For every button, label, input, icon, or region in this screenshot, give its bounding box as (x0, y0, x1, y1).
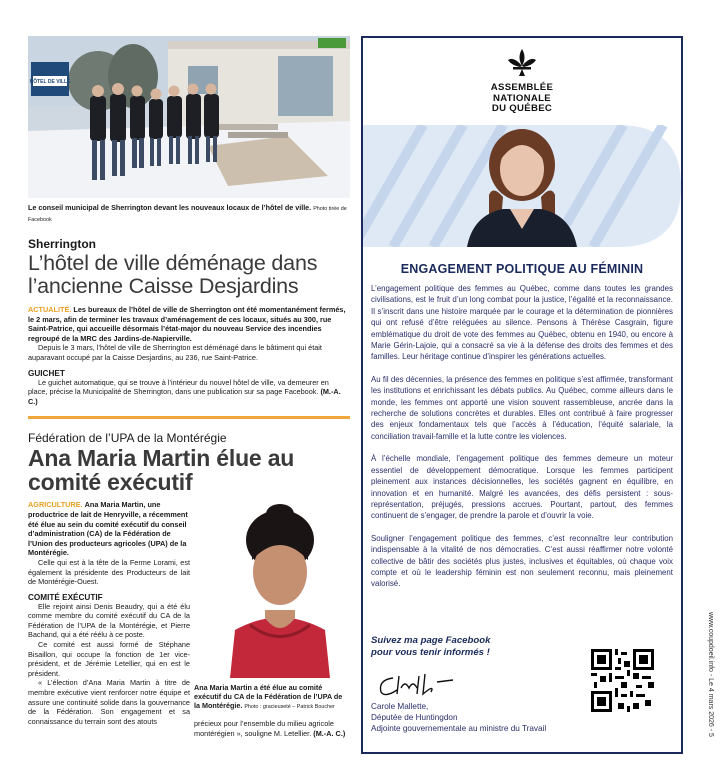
signer-role: Adjointe gouvernementale au ministre du Travail (371, 724, 547, 734)
article2-body (28, 500, 350, 750)
assemblee-nationale-ad (361, 36, 683, 754)
ad-paragraph: À l’échelle mondiale, l’engagement politique des femmes demeure un moteur essentiel de développement démocratique. Lorsque les femmes participent pleinement aux instances décisionnelles, les sociétés gagnent en équilibre, en innovation et en humanité. Malgré les avancées, des défis persistent : sous-représentation, préjugés, pressions accrues. Pourtant, partout, des femmes continuent de s’engager, de prendre la parole et d’ouvrir la voie. (371, 454, 673, 521)
ad-body (371, 283, 673, 601)
logo-line: NATIONALE (493, 92, 551, 104)
facebook-line: pour vous tenir informés ! (371, 647, 490, 658)
article1-tag: ACTUALITÉ. (28, 305, 72, 314)
qr-code-icon[interactable] (591, 649, 654, 712)
article2-paragraph: Ce comité est aussi formé de Stéphane Bisaillon, qui occupe la fonction de 1er vice-président, et de Jérémie Letellier, qui en est le président. (28, 640, 190, 678)
left-column (28, 36, 350, 750)
page-side-label: www.coupdoeil.info - Le 4 mars 2026 - 5 (707, 612, 714, 737)
assemblee-nationale-logo (363, 48, 681, 115)
article2-signoff: (M.-A. C.) (313, 728, 346, 738)
article1-paragraph: Depuis le 3 mars, l’hôtel de ville de Sherrington est déménagé dans le bâtiment qui était auparavant occupé par la Caisse Desjardins, au 236, rue Saint-Patrice. (28, 343, 322, 362)
article1-headline: L’hôtel de ville déménage dans l’ancienne Caisse Desjardins (28, 251, 318, 298)
ad-paragraph: L’engagement politique des femmes au Québec, comme dans toutes les grandes civilisations, est le fruit d’un long combat pour la justice, l’égalité et la reconnaissance. Il s’inscrit dans une histoire marquée par le courage et la détermination de pionnières qui ont refusé d’être reléguées au silence. Pensons à Thérèse Casgrain, figure emblématique du droit de vote des femmes au Québec, obtenu en 1940, ou encore à Marie Gérin-Lajoie, qui a consacré sa vie à la défense des droits des femmes et des familles. Leur héritage continue d’inspirer les générations actuelles. (371, 284, 673, 362)
article1-subhead: GUICHET (28, 368, 65, 378)
signer-role: Députée de Huntingdon (371, 713, 458, 723)
article2-kicker: Fédération de l’UPA de la Montérégie (28, 431, 227, 446)
signer-block (371, 701, 546, 735)
photo-credit: Photo tirée de Facebook (28, 206, 347, 223)
article1-paragraph: Le guichet automatique, qui se trouve à l’intérieur du nouvel hôtel de ville, va demeurer en place, précise la Municipalité de Sherrington, dans une publication sur sa page Facebook. (M.-A. C.) (28, 377, 341, 406)
article2-text-column (28, 500, 190, 726)
ad-paragraph: Souligner l’engagement politique des femmes, c’est reconnaître leur contribution indispensable à la vitalité de nos démocraties. C’est aussi réaffirmer notre volonté collective de bâtir des sociétés plus justes, inclusives et équitables, où chaque voix compte et où le leadership féminin est non seulement reconnu, mais pleinement valorisé. (371, 533, 673, 589)
article2-lead: AGRICULTURE. Ana Maria Martin, une productrice de lait de Henryville, a récemment été élue au sein du comité exécutif du conseil d’administration (CA) de la Fédération de l’Union des producteurs agricoles (UPA) de la Montérégie. (28, 500, 188, 558)
ad-paragraph: Au fil des décennies, la présence des femmes en politique s’est affirmée, transformant les institutions et enrichissant les débats publics. Au Québec, comme ailleurs dans le monde, les femmes ont apporté une vision souvent rassembleuse, ancrée dans la recherche de solutions concrètes et durables. Elles ont contribué à faire progresser des enjeux fondamentaux tels que l’accès à l’éducation, l’équité salariale, la conciliation travail-famille et la lutte contre les violences. (371, 374, 673, 441)
signer-name: Carole Mallette, (371, 702, 429, 711)
article2-subhead: COMITÉ EXÉCUTIF (28, 592, 103, 602)
article2-paragraph: Elle rejoint ainsi Denis Beaudry, qui a été élu comme membre du comité exécutif du CA de la Fédération de l’UPA de la Montérégie, et Pierre Bachand, qui a été réélu à ce poste. (28, 601, 190, 640)
article1-kicker: Sherrington (28, 237, 96, 251)
facebook-callout[interactable] (371, 635, 490, 659)
article2-paragraph: Celle qui est à la tête de la Ferme Lorami, est également la présidente des Producteurs de lait de Montérégie-Ouest. (28, 557, 190, 587)
photo-credit: Photo : gracieuseté – Patrick Boucher (244, 704, 335, 711)
town-hall-photo (28, 36, 350, 198)
facebook-line: Suivez ma page Facebook (371, 635, 491, 646)
ana-maria-martin-photo (210, 500, 350, 678)
article1-signoff: (M.-A. C.) (28, 387, 341, 406)
town-hall-photo-caption: Le conseil municipal de Sherrington devant les nouveaux locaux de l’hôtel de ville. Photo tirée de Facebook (28, 203, 347, 223)
ad-title: ENGAGEMENT POLITIQUE AU FÉMININ (400, 262, 644, 276)
signature (373, 668, 483, 702)
fleur-de-lis-icon (506, 48, 538, 78)
article2-headline: Ana Maria Martin élue au comité exécutif (28, 445, 295, 496)
article-divider (28, 416, 350, 419)
portrait-band (363, 125, 681, 247)
article2-tail: précieux pour l’ensemble du milieu agricole montérégien », souligne M. Letellier. (M.-A. C.) (194, 719, 346, 738)
logo-line: ASSEMBLÉE (490, 82, 554, 93)
article2-paragraph: « L’élection d’Ana Maria Martin à titre de membre exécutive vient renforcer notre équipe et assure une continuité solide dans la gouvernance de la Fédération. Son engagement et sa connaissance du terrain sont des atouts (28, 678, 190, 726)
article2-tag: AGRICULTURE. (28, 500, 83, 510)
ana-maria-martin-caption: Ana Maria Martin a été élue au comité exécutif du CA de la Fédération de l’UPA de la Montérégie. Photo : gracieuseté – Patrick Boucher (194, 683, 343, 711)
logo-line: DU QUÉBEC (491, 103, 553, 114)
article1-lead: ACTUALITÉ. Les bureaux de l’hôtel de ville de Sherrington ont été momentanément fermés, le 2 mars, afin de terminer les travaux d’aménagement de ces locaux, situés au 300, rue Saint-Patrice, qui accueille désormais l’état-major du nouveau Service des incendies regroupé de la MRC des Jardins-de-Napierville. (28, 305, 346, 343)
town-hall-sign: HÔTEL DE VILLE (29, 79, 71, 85)
